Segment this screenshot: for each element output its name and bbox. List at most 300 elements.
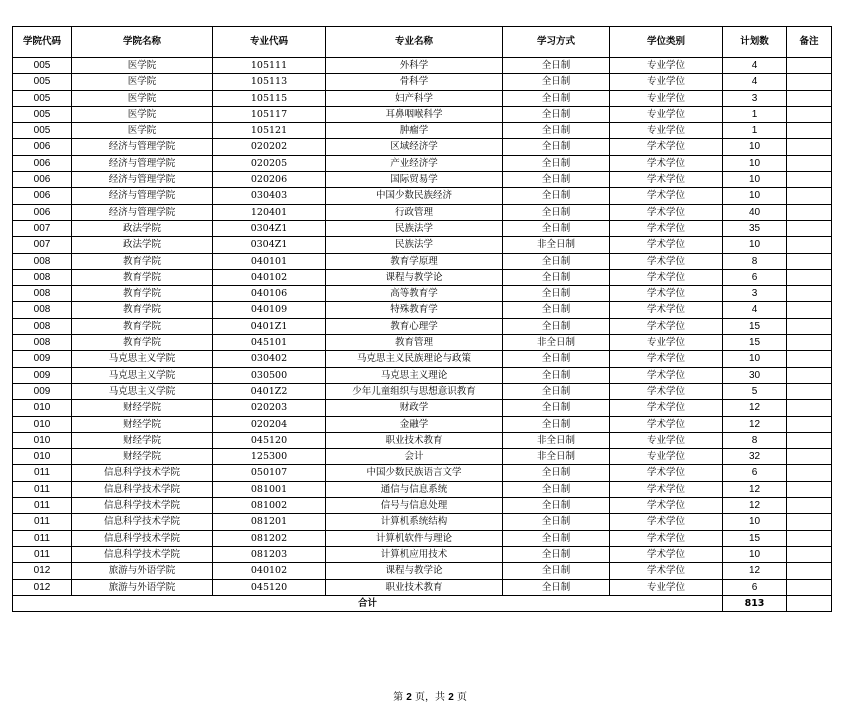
- cell-study-mode: 全日制: [503, 269, 610, 285]
- cell-major-name: 财政学: [326, 400, 503, 416]
- cell-study-mode: 全日制: [503, 563, 610, 579]
- cell-major-code: 040102: [213, 269, 326, 285]
- cell-major-name: 课程与教学论: [326, 269, 503, 285]
- header-major-code: 专业代码: [213, 27, 326, 58]
- cell-degree-type: 专业学位: [610, 579, 723, 595]
- cell-study-mode: 全日制: [503, 514, 610, 530]
- cell-remarks: [787, 335, 832, 351]
- cell-college-code: 011: [13, 465, 72, 481]
- cell-plan-count: 12: [723, 400, 787, 416]
- cell-plan-count: 10: [723, 188, 787, 204]
- cell-major-name: 民族法学: [326, 237, 503, 253]
- cell-major-name: 马克思主义理论: [326, 367, 503, 383]
- table-row: [13, 416, 832, 432]
- cell-college-name: 医学院: [72, 123, 213, 139]
- cell-college-name: 旅游与外语学院: [72, 579, 213, 595]
- cell-college-name: 信息科学技术学院: [72, 481, 213, 497]
- cell-college-code: 011: [13, 514, 72, 530]
- table-row: [13, 286, 832, 302]
- table-row: [13, 155, 832, 171]
- table-row: [13, 335, 832, 351]
- cell-plan-count: 32: [723, 449, 787, 465]
- cell-major-code: 040101: [213, 253, 326, 269]
- cell-study-mode: 全日制: [503, 302, 610, 318]
- cell-college-name: 经济与管理学院: [72, 172, 213, 188]
- cell-degree-type: 专业学位: [610, 432, 723, 448]
- cell-college-code: 007: [13, 220, 72, 236]
- cell-remarks: [787, 546, 832, 562]
- cell-study-mode: 全日制: [503, 172, 610, 188]
- footer-page-total: 2: [448, 692, 454, 703]
- cell-major-name: 计算机系统结构: [326, 514, 503, 530]
- cell-major-name: 耳鼻咽喉科学: [326, 106, 503, 122]
- cell-major-code: 0401Z1: [213, 318, 326, 334]
- cell-plan-count: 1: [723, 123, 787, 139]
- cell-plan-count: 15: [723, 318, 787, 334]
- cell-college-code: 006: [13, 172, 72, 188]
- cell-major-code: 020204: [213, 416, 326, 432]
- cell-major-code: 0304Z1: [213, 220, 326, 236]
- cell-college-code: 008: [13, 335, 72, 351]
- cell-college-name: 医学院: [72, 90, 213, 106]
- table-row: [13, 579, 832, 595]
- cell-degree-type: 专业学位: [610, 449, 723, 465]
- cell-college-name: 教育学院: [72, 286, 213, 302]
- cell-remarks: [787, 318, 832, 334]
- cell-degree-type: 学术学位: [610, 530, 723, 546]
- table-row: [13, 74, 832, 90]
- table-row: [13, 204, 832, 220]
- cell-college-code: 011: [13, 498, 72, 514]
- cell-major-code: 030500: [213, 367, 326, 383]
- cell-college-name: 马克思主义学院: [72, 367, 213, 383]
- cell-major-name: 区域经济学: [326, 139, 503, 155]
- table-row: [13, 58, 832, 74]
- cell-major-name: 马克思主义民族理论与政策: [326, 351, 503, 367]
- cell-major-code: 040106: [213, 286, 326, 302]
- cell-major-code: 045120: [213, 432, 326, 448]
- cell-remarks: [787, 449, 832, 465]
- cell-college-code: 010: [13, 449, 72, 465]
- cell-major-name: 计算机应用技术: [326, 546, 503, 562]
- cell-major-code: 081002: [213, 498, 326, 514]
- cell-major-name: 产业经济学: [326, 155, 503, 171]
- cell-major-code: 105121: [213, 123, 326, 139]
- cell-major-code: 030403: [213, 188, 326, 204]
- cell-plan-count: 6: [723, 465, 787, 481]
- table-row: [13, 383, 832, 399]
- cell-college-code: 005: [13, 90, 72, 106]
- cell-major-name: 妇产科学: [326, 90, 503, 106]
- cell-degree-type: 学术学位: [610, 269, 723, 285]
- table-row: [13, 498, 832, 514]
- cell-major-code: 081001: [213, 481, 326, 497]
- table-row: [13, 172, 832, 188]
- cell-study-mode: 全日制: [503, 351, 610, 367]
- cell-college-code: 005: [13, 106, 72, 122]
- cell-plan-count: 6: [723, 269, 787, 285]
- cell-major-code: 105113: [213, 74, 326, 90]
- cell-remarks: [787, 579, 832, 595]
- cell-degree-type: 学术学位: [610, 139, 723, 155]
- cell-college-name: 旅游与外语学院: [72, 563, 213, 579]
- cell-plan-count: 12: [723, 563, 787, 579]
- table-row: [13, 514, 832, 530]
- cell-major-code: 081201: [213, 514, 326, 530]
- cell-major-name: 计算机软件与理论: [326, 530, 503, 546]
- cell-study-mode: 非全日制: [503, 449, 610, 465]
- cell-plan-count: 10: [723, 237, 787, 253]
- cell-remarks: [787, 172, 832, 188]
- cell-remarks: [787, 139, 832, 155]
- table-row: [13, 367, 832, 383]
- header-remarks: 备注: [787, 27, 832, 58]
- cell-major-code: 125300: [213, 449, 326, 465]
- cell-major-name: 外科学: [326, 58, 503, 74]
- cell-major-name: 肿瘤学: [326, 123, 503, 139]
- cell-remarks: [787, 220, 832, 236]
- table-row: [13, 546, 832, 562]
- cell-remarks: [787, 204, 832, 220]
- cell-major-name: 少年儿童组织与思想意识教育: [326, 383, 503, 399]
- cell-college-code: 012: [13, 579, 72, 595]
- table-body: [13, 58, 832, 596]
- table-row: [13, 123, 832, 139]
- cell-college-name: 财经学院: [72, 432, 213, 448]
- cell-degree-type: 学术学位: [610, 351, 723, 367]
- cell-remarks: [787, 514, 832, 530]
- cell-college-code: 005: [13, 58, 72, 74]
- cell-college-name: 财经学院: [72, 416, 213, 432]
- cell-degree-type: 学术学位: [610, 155, 723, 171]
- cell-college-name: 政法学院: [72, 237, 213, 253]
- cell-degree-type: 学术学位: [610, 318, 723, 334]
- cell-plan-count: 10: [723, 514, 787, 530]
- cell-major-name: 中国少数民族语言文学: [326, 465, 503, 481]
- table-row: [13, 139, 832, 155]
- table-row: [13, 465, 832, 481]
- cell-remarks: [787, 106, 832, 122]
- enrollment-plan-table: [12, 26, 832, 612]
- cell-degree-type: 学术学位: [610, 286, 723, 302]
- cell-plan-count: 12: [723, 416, 787, 432]
- cell-college-name: 经济与管理学院: [72, 155, 213, 171]
- cell-college-name: 信息科学技术学院: [72, 465, 213, 481]
- cell-remarks: [787, 367, 832, 383]
- cell-major-code: 0304Z1: [213, 237, 326, 253]
- cell-plan-count: 8: [723, 253, 787, 269]
- cell-plan-count: 12: [723, 498, 787, 514]
- cell-major-name: 中国少数民族经济: [326, 188, 503, 204]
- cell-degree-type: 学术学位: [610, 220, 723, 236]
- cell-study-mode: 全日制: [503, 530, 610, 546]
- cell-plan-count: 4: [723, 58, 787, 74]
- header-major-name: 专业名称: [326, 27, 503, 58]
- cell-degree-type: 专业学位: [610, 123, 723, 139]
- cell-college-name: 马克思主义学院: [72, 383, 213, 399]
- table-header-row: [13, 27, 832, 58]
- footer-page-number: 2: [406, 692, 412, 703]
- cell-plan-count: 15: [723, 335, 787, 351]
- table-row: [13, 90, 832, 106]
- cell-study-mode: 全日制: [503, 318, 610, 334]
- cell-college-code: 006: [13, 188, 72, 204]
- cell-major-name: 行政管理: [326, 204, 503, 220]
- cell-study-mode: 全日制: [503, 204, 610, 220]
- cell-plan-count: 10: [723, 351, 787, 367]
- cell-study-mode: 全日制: [503, 155, 610, 171]
- header-study-mode: 学习方式: [503, 27, 610, 58]
- cell-study-mode: 全日制: [503, 498, 610, 514]
- cell-major-code: 020202: [213, 139, 326, 155]
- cell-college-name: 医学院: [72, 106, 213, 122]
- table-row: [13, 302, 832, 318]
- cell-college-code: 007: [13, 237, 72, 253]
- cell-degree-type: 学术学位: [610, 465, 723, 481]
- cell-degree-type: 专业学位: [610, 90, 723, 106]
- cell-college-code: 010: [13, 432, 72, 448]
- cell-remarks: [787, 400, 832, 416]
- cell-college-name: 信息科学技术学院: [72, 546, 213, 562]
- cell-degree-type: 学术学位: [610, 188, 723, 204]
- cell-major-code: 045120: [213, 579, 326, 595]
- cell-study-mode: 全日制: [503, 253, 610, 269]
- cell-remarks: [787, 498, 832, 514]
- cell-college-name: 马克思主义学院: [72, 351, 213, 367]
- cell-major-name: 民族法学: [326, 220, 503, 236]
- cell-major-name: 通信与信息系统: [326, 481, 503, 497]
- table-row: [13, 449, 832, 465]
- cell-plan-count: 10: [723, 546, 787, 562]
- cell-study-mode: 全日制: [503, 400, 610, 416]
- table-row: [13, 220, 832, 236]
- footer-prefix: 第: [393, 692, 404, 703]
- cell-plan-count: 10: [723, 155, 787, 171]
- cell-study-mode: 全日制: [503, 546, 610, 562]
- cell-degree-type: 学术学位: [610, 400, 723, 416]
- header-plan-count: 计划数: [723, 27, 787, 58]
- cell-major-name: 教育心理学: [326, 318, 503, 334]
- cell-major-code: 020206: [213, 172, 326, 188]
- cell-remarks: [787, 465, 832, 481]
- cell-study-mode: 全日制: [503, 579, 610, 595]
- table-row: [13, 106, 832, 122]
- table-row: [13, 253, 832, 269]
- cell-degree-type: 学术学位: [610, 416, 723, 432]
- cell-remarks: [787, 563, 832, 579]
- cell-plan-count: 3: [723, 90, 787, 106]
- cell-degree-type: 学术学位: [610, 172, 723, 188]
- total-label: 合计: [13, 595, 723, 611]
- cell-major-code: 105115: [213, 90, 326, 106]
- cell-remarks: [787, 155, 832, 171]
- cell-college-code: 005: [13, 123, 72, 139]
- cell-college-code: 012: [13, 563, 72, 579]
- cell-remarks: [787, 253, 832, 269]
- cell-remarks: [787, 269, 832, 285]
- cell-college-name: 经济与管理学院: [72, 139, 213, 155]
- cell-college-code: 008: [13, 302, 72, 318]
- cell-degree-type: 学术学位: [610, 302, 723, 318]
- header-college-name: 学院名称: [72, 27, 213, 58]
- cell-study-mode: 全日制: [503, 188, 610, 204]
- cell-plan-count: 12: [723, 481, 787, 497]
- cell-remarks: [787, 432, 832, 448]
- cell-plan-count: 8: [723, 432, 787, 448]
- cell-college-name: 教育学院: [72, 302, 213, 318]
- cell-degree-type: 学术学位: [610, 546, 723, 562]
- cell-college-name: 教育学院: [72, 335, 213, 351]
- cell-college-code: 006: [13, 139, 72, 155]
- table-row: [13, 318, 832, 334]
- cell-college-name: 教育学院: [72, 269, 213, 285]
- table-row: [13, 432, 832, 448]
- cell-major-code: 050107: [213, 465, 326, 481]
- cell-major-code: 105111: [213, 58, 326, 74]
- cell-college-name: 信息科学技术学院: [72, 498, 213, 514]
- cell-remarks: [787, 237, 832, 253]
- cell-college-code: 006: [13, 204, 72, 220]
- cell-degree-type: 专业学位: [610, 335, 723, 351]
- cell-major-name: 会计: [326, 449, 503, 465]
- cell-study-mode: 全日制: [503, 74, 610, 90]
- cell-remarks: [787, 286, 832, 302]
- cell-plan-count: 10: [723, 139, 787, 155]
- cell-major-name: 特殊教育学: [326, 302, 503, 318]
- cell-study-mode: 全日制: [503, 123, 610, 139]
- cell-major-name: 高等教育学: [326, 286, 503, 302]
- cell-degree-type: 学术学位: [610, 204, 723, 220]
- cell-degree-type: 学术学位: [610, 563, 723, 579]
- cell-college-code: 010: [13, 416, 72, 432]
- cell-plan-count: 4: [723, 74, 787, 90]
- cell-plan-count: 30: [723, 367, 787, 383]
- cell-study-mode: 非全日制: [503, 335, 610, 351]
- cell-college-name: 信息科学技术学院: [72, 514, 213, 530]
- table-row: [13, 188, 832, 204]
- cell-major-code: 045101: [213, 335, 326, 351]
- cell-major-code: 020205: [213, 155, 326, 171]
- table-row: [13, 530, 832, 546]
- cell-major-name: 国际贸易学: [326, 172, 503, 188]
- cell-degree-type: 学术学位: [610, 481, 723, 497]
- cell-college-name: 信息科学技术学院: [72, 530, 213, 546]
- cell-degree-type: 专业学位: [610, 58, 723, 74]
- cell-study-mode: 全日制: [503, 286, 610, 302]
- footer-suffix: 页: [456, 692, 467, 703]
- cell-college-code: 011: [13, 546, 72, 562]
- cell-plan-count: 3: [723, 286, 787, 302]
- cell-study-mode: 全日制: [503, 367, 610, 383]
- cell-college-code: 011: [13, 530, 72, 546]
- cell-major-name: 骨科学: [326, 74, 503, 90]
- cell-study-mode: 全日制: [503, 481, 610, 497]
- cell-plan-count: 4: [723, 302, 787, 318]
- cell-plan-count: 15: [723, 530, 787, 546]
- cell-study-mode: 非全日制: [503, 237, 610, 253]
- cell-major-name: 职业技术教育: [326, 579, 503, 595]
- cell-college-name: 政法学院: [72, 220, 213, 236]
- total-remarks: [787, 595, 832, 611]
- table-row: [13, 269, 832, 285]
- cell-remarks: [787, 481, 832, 497]
- cell-degree-type: 学术学位: [610, 498, 723, 514]
- cell-college-name: 医学院: [72, 74, 213, 90]
- cell-major-code: 081202: [213, 530, 326, 546]
- cell-degree-type: 学术学位: [610, 383, 723, 399]
- cell-major-code: 081203: [213, 546, 326, 562]
- cell-college-code: 005: [13, 74, 72, 90]
- table-row: [13, 237, 832, 253]
- cell-college-code: 008: [13, 286, 72, 302]
- table-row: [13, 351, 832, 367]
- cell-major-name: 教育学原理: [326, 253, 503, 269]
- cell-major-name: 课程与教学论: [326, 563, 503, 579]
- cell-major-code: 120401: [213, 204, 326, 220]
- cell-degree-type: 学术学位: [610, 367, 723, 383]
- cell-degree-type: 学术学位: [610, 253, 723, 269]
- cell-major-code: 105117: [213, 106, 326, 122]
- cell-college-code: 009: [13, 383, 72, 399]
- cell-college-code: 008: [13, 253, 72, 269]
- cell-college-code: 008: [13, 318, 72, 334]
- total-row: [13, 595, 832, 611]
- cell-major-name: 教育管理: [326, 335, 503, 351]
- cell-college-name: 财经学院: [72, 449, 213, 465]
- cell-study-mode: 全日制: [503, 383, 610, 399]
- cell-remarks: [787, 90, 832, 106]
- cell-study-mode: 全日制: [503, 139, 610, 155]
- cell-major-code: 030402: [213, 351, 326, 367]
- cell-major-code: 020203: [213, 400, 326, 416]
- header-degree-type: 学位类别: [610, 27, 723, 58]
- cell-plan-count: 40: [723, 204, 787, 220]
- cell-college-name: 经济与管理学院: [72, 204, 213, 220]
- total-value: 813: [723, 595, 787, 611]
- cell-plan-count: 35: [723, 220, 787, 236]
- cell-major-code: 040102: [213, 563, 326, 579]
- cell-major-code: 040109: [213, 302, 326, 318]
- cell-plan-count: 5: [723, 383, 787, 399]
- cell-remarks: [787, 383, 832, 399]
- cell-plan-count: 10: [723, 172, 787, 188]
- cell-major-name: 金融学: [326, 416, 503, 432]
- cell-college-name: 教育学院: [72, 253, 213, 269]
- cell-college-name: 经济与管理学院: [72, 188, 213, 204]
- cell-college-name: 教育学院: [72, 318, 213, 334]
- cell-remarks: [787, 123, 832, 139]
- cell-study-mode: 非全日制: [503, 432, 610, 448]
- cell-study-mode: 全日制: [503, 220, 610, 236]
- cell-college-code: 008: [13, 269, 72, 285]
- table-row: [13, 563, 832, 579]
- cell-degree-type: 专业学位: [610, 106, 723, 122]
- cell-study-mode: 全日制: [503, 465, 610, 481]
- cell-study-mode: 全日制: [503, 416, 610, 432]
- cell-degree-type: 学术学位: [610, 514, 723, 530]
- cell-study-mode: 全日制: [503, 106, 610, 122]
- header-college-code: 学院代码: [13, 27, 72, 58]
- cell-college-code: 006: [13, 155, 72, 171]
- cell-plan-count: 1: [723, 106, 787, 122]
- cell-college-code: 009: [13, 351, 72, 367]
- cell-remarks: [787, 188, 832, 204]
- cell-remarks: [787, 302, 832, 318]
- cell-remarks: [787, 351, 832, 367]
- cell-major-name: 信号与信息处理: [326, 498, 503, 514]
- footer-middle: 页，共: [415, 692, 445, 703]
- cell-study-mode: 全日制: [503, 90, 610, 106]
